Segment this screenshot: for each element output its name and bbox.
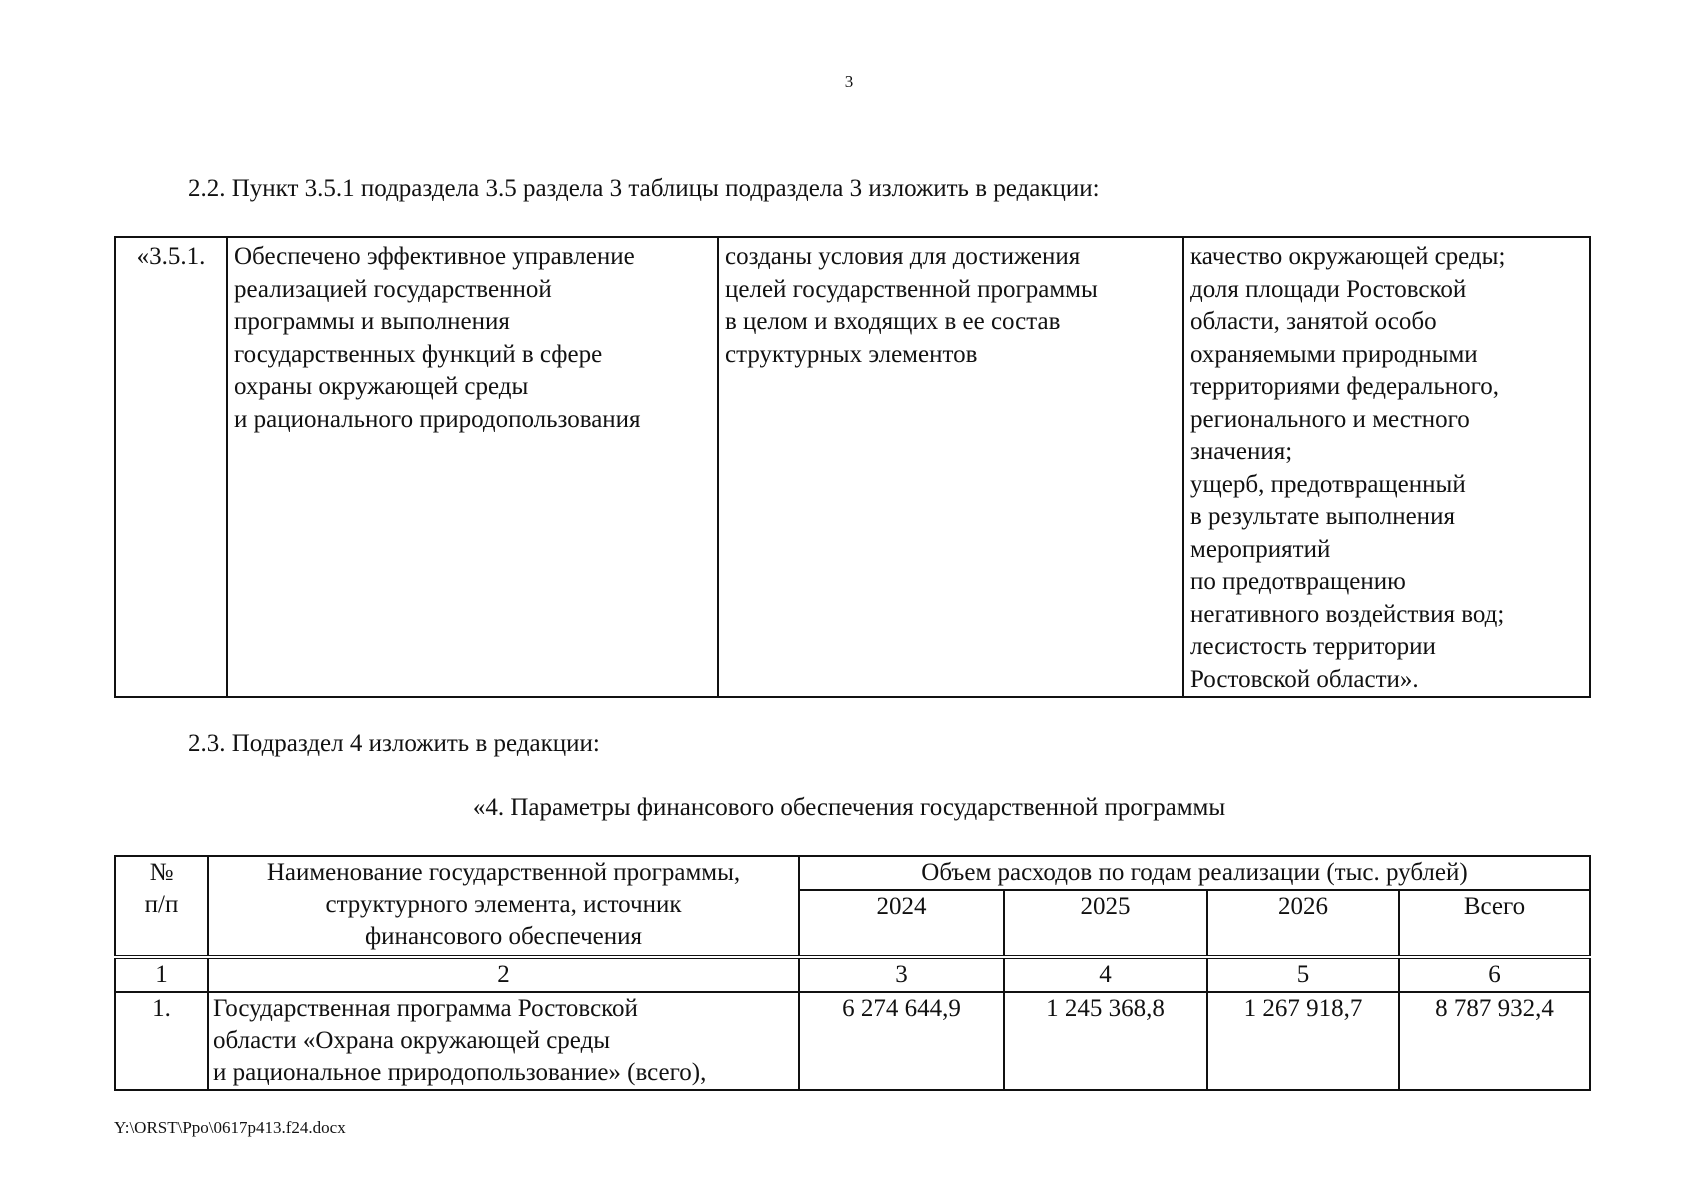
effect-line: структурных элементов <box>725 340 978 368</box>
program-name-line: Государственная программа Ростовской <box>213 995 638 1022</box>
indicator-line: Ростовской области». <box>1190 665 1419 693</box>
program-name-cell <box>208 992 799 1090</box>
paragraph-2-3: 2.3. Подраздел 4 изложить в редакции: <box>188 730 600 757</box>
indicators-cell <box>1183 237 1590 697</box>
year-header-cell: 2024 <box>799 890 1004 957</box>
indicator-line: по предотвращению <box>1190 568 1406 595</box>
task-line: охраны окружающей среды <box>234 373 529 400</box>
header-text: структурного элемента, источник <box>325 891 682 918</box>
header-text: Наименование государственной программы, <box>266 859 741 886</box>
item-number-cell: «3.5.1. <box>115 237 227 697</box>
total-header-cell: Всего <box>1399 890 1590 957</box>
task-cell <box>227 237 718 697</box>
column-number-cell: 4 <box>1004 957 1207 992</box>
column-number-row <box>115 957 1590 992</box>
value-2026-cell: 1 267 918,7 <box>1207 992 1399 1090</box>
amendment-table-3-5-1 <box>114 236 1591 698</box>
table-row <box>115 237 1590 697</box>
effect-line: созданы условия для достижения <box>725 243 1081 270</box>
indicator-line: доля площади Ростовской <box>1190 275 1467 303</box>
column-number-cell: 2 <box>208 957 799 992</box>
header-num-cell <box>115 856 208 957</box>
column-number-cell: 6 <box>1399 957 1590 992</box>
column-number-cell: 1 <box>115 957 208 992</box>
effect-cell <box>718 237 1183 697</box>
task-line: и рационального природопользования <box>234 405 641 433</box>
header-name-cell <box>208 856 799 957</box>
indicator-line: негативного воздействия вод; <box>1190 600 1505 628</box>
header-volume-cell: Объем расходов по годам реализации (тыс. рублей) <box>799 856 1590 890</box>
page-number: 3 <box>844 72 854 91</box>
indicator-line: в результате выполнения <box>1190 503 1455 530</box>
program-name-line: области «Охрана окружающей среды <box>213 1027 611 1054</box>
effect-line: целей государственной программы <box>725 275 1098 303</box>
indicator-line: регионального и местного <box>1190 405 1470 433</box>
column-number-cell: 3 <box>799 957 1004 992</box>
file-path-footer: Y:\ORST\Ppo\0617p413.f24.docx <box>114 1118 346 1137</box>
task-line: Обеспечено эффективное управление <box>234 243 635 270</box>
effect-line: в целом и входящих в ее состав <box>725 308 1061 335</box>
header-text: № <box>149 859 174 886</box>
task-line: реализацией государственной <box>234 275 552 303</box>
paragraph-2-2: 2.2. Пункт 3.5.1 подраздела 3.5 раздела 3 таблицы подраздела 3 изложить в редакции: <box>188 175 1100 202</box>
row-number-cell: 1. <box>115 992 208 1090</box>
finance-table <box>114 855 1591 1091</box>
table-row <box>115 992 1590 1090</box>
value-2025-cell: 1 245 368,8 <box>1004 992 1207 1090</box>
value-total-cell: 8 787 932,4 <box>1399 992 1590 1090</box>
header-text: финансового обеспечения <box>364 923 643 950</box>
value-2024-cell: 6 274 644,9 <box>799 992 1004 1090</box>
section-title: «4. Параметры финансового обеспечения государственной программы <box>472 794 1226 821</box>
indicator-line: мероприятий <box>1190 535 1331 563</box>
task-line: государственных функций в сфере <box>234 340 603 368</box>
indicator-line: охраняемыми природными <box>1190 340 1478 368</box>
year-header-cell: 2025 <box>1004 890 1207 957</box>
header-text: п/п <box>144 891 179 918</box>
indicator-line: лесистость территории <box>1190 633 1436 660</box>
indicator-line: области, занятой особо <box>1190 308 1437 335</box>
indicator-line: значения; <box>1190 438 1293 465</box>
task-line: программы и выполнения <box>234 308 510 335</box>
year-header-cell: 2026 <box>1207 890 1399 957</box>
table-header-row <box>115 856 1590 890</box>
indicator-line: качество окружающей среды; <box>1190 243 1506 270</box>
indicator-line: территориями федерального, <box>1190 373 1500 400</box>
indicator-line: ущерб, предотвращенный <box>1190 470 1466 498</box>
program-name-line: и рациональное природопользование» (всего), <box>213 1059 707 1086</box>
column-number-cell: 5 <box>1207 957 1399 992</box>
